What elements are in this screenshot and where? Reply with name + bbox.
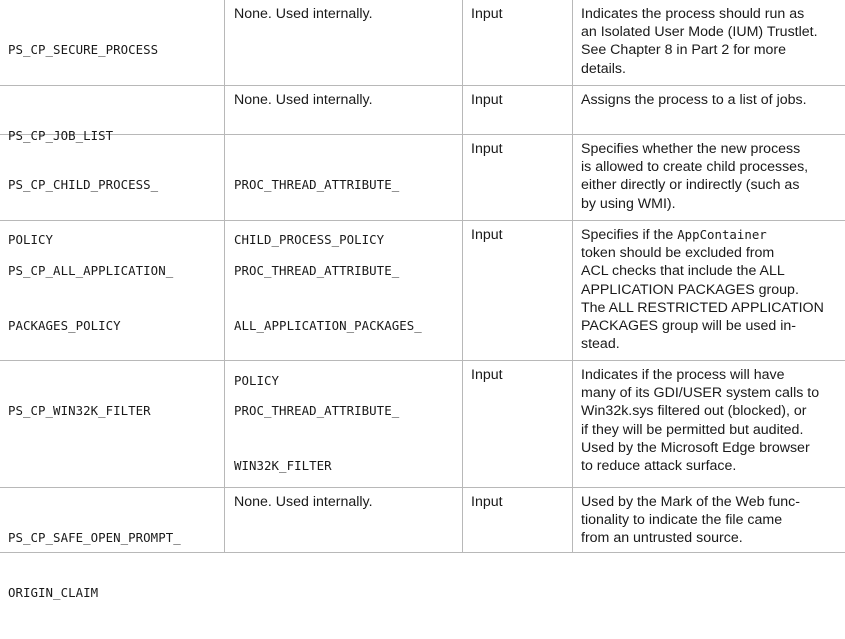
table-row	[0, 488, 845, 601]
type-cell	[462, 86, 572, 134]
description-line: Used by the Mark of the Web func-	[581, 494, 800, 510]
description-line: APPLICATION PACKAGES group.	[581, 281, 799, 298]
description-line: Indicates the process should run as	[581, 6, 805, 22]
table-row	[0, 86, 845, 144]
attribute-cell	[224, 488, 462, 552]
constant-name-line: PS_CP_SAFE_OPEN_PROMPT_	[8, 530, 181, 546]
constant-name-line: PACKAGES_POLICY	[8, 318, 121, 334]
description-line	[581, 226, 845, 244]
description-line: Win32k.sys filtered out (blocked), or	[581, 403, 807, 420]
description-line: PACKAGES group will be used in-	[581, 318, 797, 335]
constant-name-cell	[0, 86, 224, 144]
appcontainer-code: AppContainer	[677, 227, 767, 242]
description-text: Specifies if the	[581, 227, 678, 243]
description-line: Specifies whether the new process	[581, 141, 801, 157]
type-cell	[462, 361, 572, 487]
attribute-line: PROC_THREAD_ATTRIBUTE_	[234, 263, 400, 279]
description-cell	[572, 86, 845, 134]
type-cell	[462, 135, 572, 220]
constant-name-cell	[0, 361, 224, 487]
description-cell	[572, 135, 845, 220]
description-line: The ALL RESTRICTED APPLICATION	[581, 299, 824, 316]
type-value: Input	[471, 92, 503, 108]
type-cell	[462, 221, 572, 360]
description-line: token should be excluded from	[581, 245, 775, 262]
type-value: Input	[471, 494, 503, 510]
description-line: Assigns the process to a list of jobs.	[581, 92, 807, 108]
description-line: if they will be permitted but audited.	[581, 421, 804, 438]
description-line: Used by the Microsoft Edge browser	[581, 439, 810, 456]
type-value: Input	[471, 227, 503, 243]
description-line: by using WMI).	[581, 195, 676, 212]
attribute-line: None. Used internally.	[234, 92, 373, 108]
attribute-line: WIN32K_FILTER	[234, 458, 332, 474]
constant-name-line: PS_CP_JOB_LIST	[8, 128, 114, 144]
constant-name-cell	[0, 221, 224, 360]
type-value: Input	[471, 6, 503, 22]
description-line: See Chapter 8 in Part 2 for more	[581, 42, 787, 59]
description-line: an Isolated User Mode (IUM) Trustlet.	[581, 24, 818, 41]
description-cell	[572, 488, 845, 552]
constant-name-cell	[0, 0, 224, 85]
type-value: Input	[471, 367, 503, 383]
attribute-line: CHILD_PROCESS_POLICY	[234, 232, 385, 248]
type-cell	[462, 0, 572, 85]
table-row	[0, 361, 845, 488]
attribute-line: ALL_APPLICATION_PACKAGES_	[234, 318, 422, 334]
attribute-line: None. Used internally.	[234, 494, 373, 510]
attribute-line: POLICY	[234, 372, 280, 388]
constant-name-line: PS_CP_CHILD_PROCESS_	[8, 177, 159, 193]
description-line: is allowed to create child processes,	[581, 159, 809, 176]
description-line: from an untrusted source.	[581, 530, 743, 547]
type-value: Input	[471, 141, 503, 157]
constant-name-line: ORIGIN_CLAIM	[8, 585, 99, 601]
description-line: stead.	[581, 336, 620, 353]
description-line: to reduce attack surface.	[581, 458, 737, 475]
description-line: many of its GDI/USER system calls to	[581, 385, 820, 402]
constant-name-line: PS_CP_ALL_APPLICATION_	[8, 263, 174, 279]
description-line: ACL checks that include the ALL	[581, 263, 785, 280]
type-cell	[462, 488, 572, 552]
constant-name-line: PS_CP_SECURE_PROCESS	[8, 42, 159, 58]
description-cell	[572, 221, 845, 360]
constant-name-line: PS_CP_WIN32K_FILTER	[8, 403, 151, 419]
table-row	[0, 0, 845, 86]
description-line: either directly or indirectly (such as	[581, 177, 800, 194]
description-cell	[572, 0, 845, 85]
constant-name-cell	[0, 135, 224, 248]
description-cell	[572, 361, 845, 487]
constant-name-cell	[0, 488, 224, 601]
attribute-cell	[224, 86, 462, 134]
description-line: tionality to indicate the file came	[581, 512, 783, 529]
description-line: Indicates if the process will have	[581, 367, 785, 383]
constant-name-line: POLICY	[8, 232, 54, 248]
attribute-line: PROC_THREAD_ATTRIBUTE_	[234, 403, 400, 419]
attribute-line: None. Used internally.	[234, 6, 373, 22]
description-line: details.	[581, 60, 626, 77]
attribute-cell	[224, 361, 462, 487]
attribute-cell	[224, 221, 462, 388]
attribute-line: PROC_THREAD_ATTRIBUTE_	[234, 177, 400, 193]
attribute-cell	[224, 135, 462, 248]
attribute-cell	[224, 0, 462, 85]
